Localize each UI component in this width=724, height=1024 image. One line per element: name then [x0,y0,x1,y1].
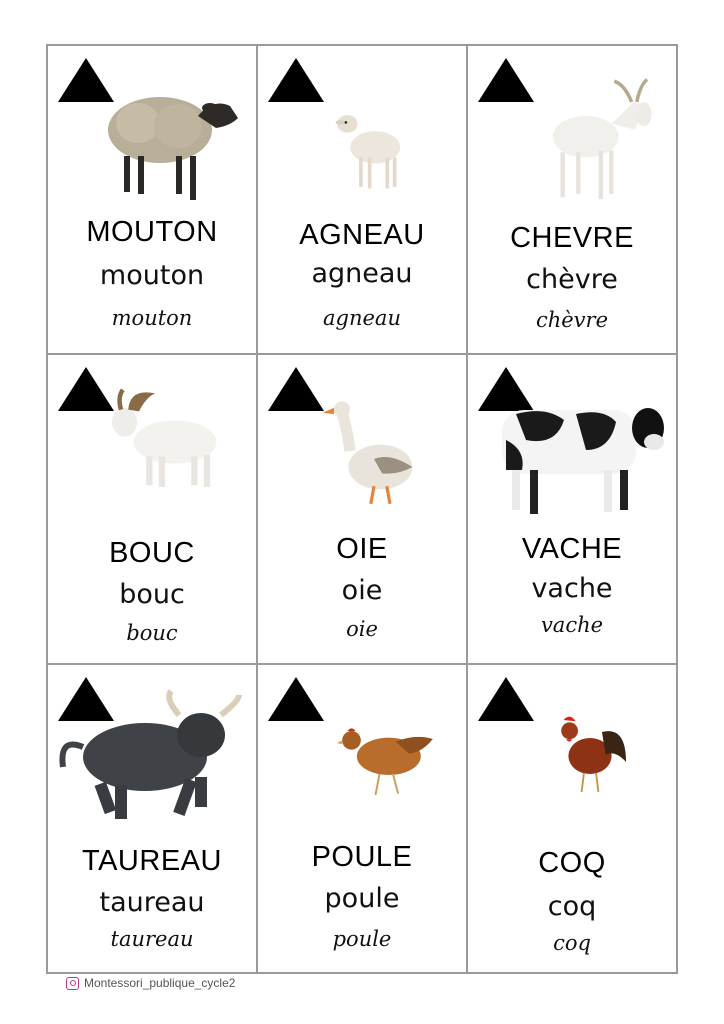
word-capitals: CHEVRE [510,222,634,254]
lamb-image [318,96,428,206]
word-script: mouton [99,260,205,291]
triangle-icon [268,367,324,411]
word-capitals: TAUREAU [82,844,222,877]
goose-image [318,385,438,525]
word-cursive: oie [346,617,378,642]
instagram-icon [66,977,79,990]
triangle-icon [268,58,324,102]
word-capitals: VACHE [521,533,623,566]
word-cursive: coq [553,930,591,955]
card-taureau [47,664,257,973]
word-script: poule [324,882,400,914]
word-cursive: poule [332,926,392,951]
goat-image [538,61,668,221]
word-cursive: taureau [110,926,194,951]
card-bouc [47,354,257,663]
footer-credit [66,976,235,990]
word-cursive: vache [540,613,604,638]
card-coq [467,664,677,973]
word-capitals: POULE [311,840,413,873]
card-mouton [47,45,257,354]
footer-handle: Montessori_publique_cycle2 [84,976,236,990]
word-script: bouc [119,579,185,611]
word-capitals: BOUC [109,537,195,570]
word-script: coq [547,890,597,922]
word-script: chèvre [526,264,618,295]
card-agneau [257,45,467,354]
word-script: vache [531,573,613,605]
billy-goat-image [103,370,238,505]
word-cursive: agneau [323,306,401,330]
word-script: taureau [99,886,205,918]
rooster-image [548,693,638,813]
word-cursive: mouton [111,306,193,330]
word-cursive: bouc [126,621,178,646]
card-vache [467,354,677,663]
bull-image [53,687,243,837]
card-oie [257,354,467,663]
card-chevre [467,45,677,354]
word-capitals: OIE [336,533,388,566]
word-script: oie [341,575,383,607]
word-capitals: AGNEAU [299,219,425,251]
word-cursive: chèvre [535,308,609,332]
vocabulary-card-grid [46,44,678,974]
triangle-icon [268,677,324,721]
sheep-image [98,68,248,218]
word-script: agneau [311,258,413,289]
word-capitals: COQ [538,846,606,879]
triangle-icon [478,677,534,721]
hen-image [328,715,443,815]
cow-image [486,380,676,530]
card-poule [257,664,467,973]
word-capitals: MOUTON [86,216,218,248]
triangle-icon [478,58,534,102]
